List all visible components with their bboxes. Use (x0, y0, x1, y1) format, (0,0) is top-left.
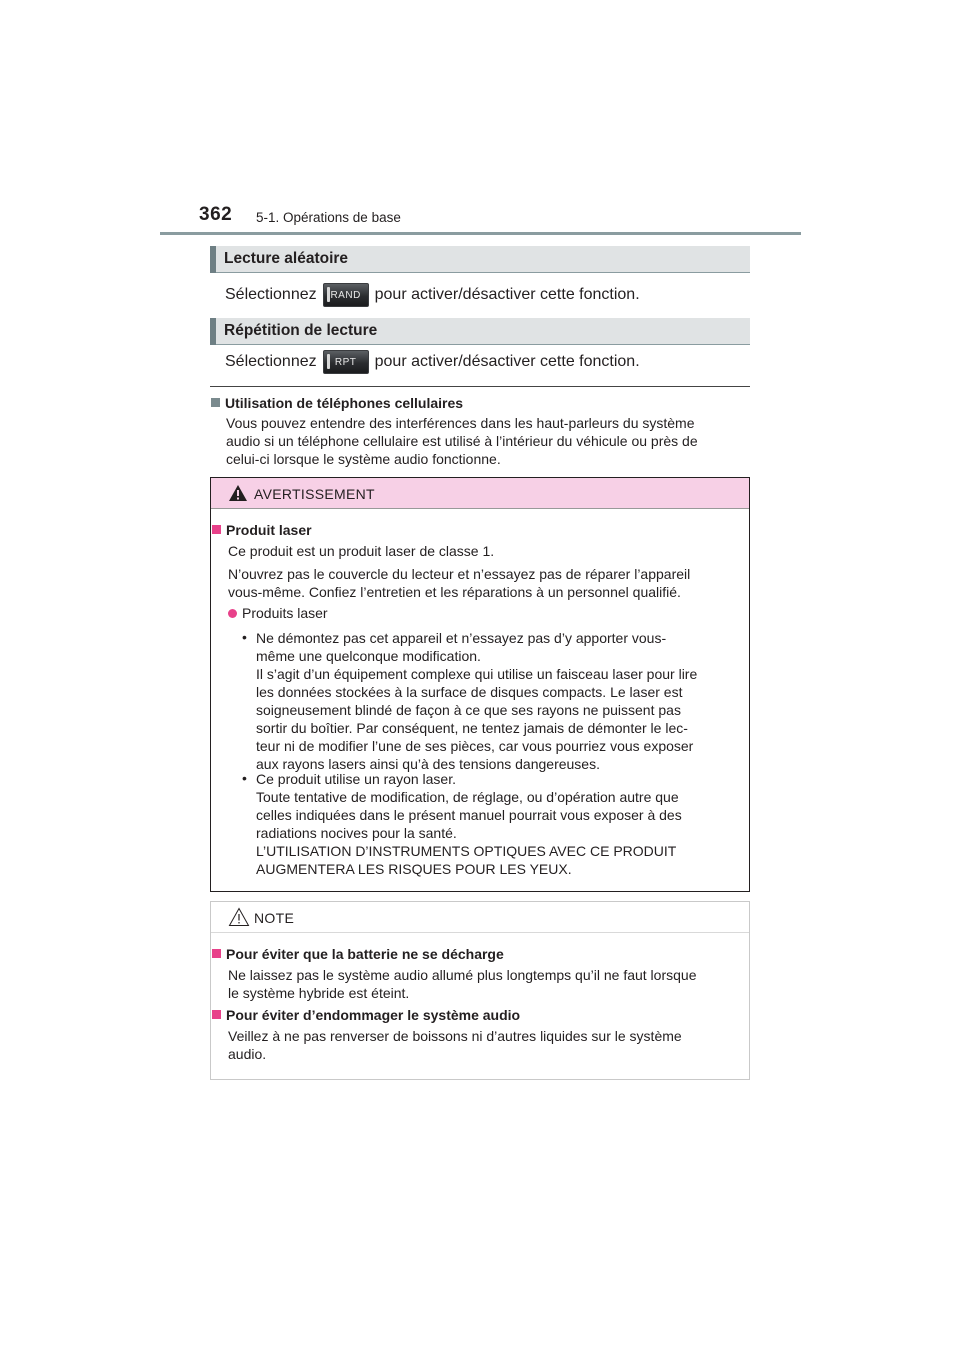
bullet-dot: • (242, 770, 247, 786)
bullet-dot: • (242, 629, 247, 645)
warning-b1-line: même une quelconque modification. (256, 648, 481, 664)
divider (210, 386, 750, 387)
square-bullet-icon (212, 525, 221, 534)
warning-b1-line: sortir du boîtier. Par conséquent, ne tentez jamais de démonter le lec- (256, 720, 688, 736)
warning-b2-line: Toute tentative de modification, de réglage, ou d’opération autre que (256, 789, 679, 805)
warning-title (212, 522, 312, 538)
note-box (210, 901, 750, 1080)
warning-p1: Ce produit est un produit laser de classe 1. (228, 543, 495, 559)
warning-b1-line: aux rayons lasers ainsi qu’à des tensions dangereuses. (256, 756, 600, 772)
warning-triangle-icon (228, 484, 248, 502)
square-bullet-icon (212, 1010, 221, 1019)
warning-b2-line: AUGMENTERA LES RISQUES POUR LES YEUX. (256, 861, 572, 877)
note-p1-line: Ne laissez pas le système audio allumé plus longtemps qu’il ne faut lorsque (228, 967, 697, 983)
note-label: NOTE (254, 910, 295, 926)
repeat-before: Sélectionnez (225, 353, 317, 370)
warning-b2-line: celles indiquées dans le présent manuel pourrait vous exposer à des (256, 807, 682, 823)
note-title-2-text: Pour éviter d’endommager le système audio (226, 1007, 521, 1023)
note-p1-line: le système hybride est éteint. (228, 985, 410, 1001)
square-bullet-icon (211, 398, 220, 407)
random-after: pour activer/désactiver cette fonction. (374, 286, 640, 303)
heading-repeat-text: Répétition de lecture (224, 322, 378, 339)
warning-b1-line: Ne démontez pas cet appareil et n’essayez pas d’y apporter vous- (256, 630, 667, 646)
heading-bar (210, 318, 216, 345)
heading-random (210, 246, 750, 273)
random-before: Sélectionnez (225, 286, 317, 303)
warning-p2-line: N’ouvrez pas le couvercle du lecteur et n’essayez pas de réparer l’appareil (228, 566, 691, 582)
square-bullet-icon (212, 949, 221, 958)
header-rule (160, 232, 801, 235)
warning-p2 (228, 565, 740, 601)
repeat-instruction (225, 350, 640, 374)
section-title: 5-1. Opérations de base (256, 210, 401, 225)
warning-bullet-2 (256, 770, 740, 878)
note-p2 (228, 1027, 740, 1063)
rpt-button-icon (323, 350, 369, 374)
warning-box (210, 477, 750, 892)
caution-triangle-icon (228, 907, 250, 927)
rand-button-label: RAND (330, 289, 361, 301)
warning-sub-text: Produits laser (242, 605, 328, 621)
heading-random-text: Lecture aléatoire (224, 250, 349, 267)
circle-bullet-icon (228, 609, 237, 618)
random-instruction (225, 283, 640, 307)
cell-title-text: Utilisation de téléphones cellulaires (225, 395, 464, 411)
cell-line: audio si un téléphone cellulaire est utilisé à l’intérieur du véhicule ou près de (226, 433, 698, 449)
page-number: 362 (199, 204, 233, 225)
cell-line: celui-ci lorsque le système audio fonctionne. (226, 451, 501, 467)
note-header (211, 902, 749, 933)
warning-b2-line: radiations nocives pour la santé. (256, 825, 457, 841)
note-p2-line: Veillez à ne pas renverser de boissons ni d’autres liquides sur le système (228, 1028, 682, 1044)
repeat-after: pour activer/désactiver cette fonction. (374, 353, 640, 370)
warning-sub (228, 605, 328, 621)
warning-p2-line: vous-même. Confiez l’entretien et les réparations à un personnel qualifié. (228, 584, 681, 600)
heading-bar (210, 246, 216, 273)
cell-line: Vous pouvez entendre des interférences dans les haut-parleurs du système (226, 415, 695, 431)
warning-b2-line: Ce produit utilise un rayon laser. (256, 771, 456, 787)
warning-label: AVERTISSEMENT (254, 486, 375, 502)
rpt-button-label: RPT (334, 356, 357, 368)
warning-b1-line: Il s’agit d’un équipement complexe qui utilise un faisceau laser pour lire (256, 666, 698, 682)
warning-b1-line: teur ni de modifier l’une de ses pièces, car vous pourriez vous exposer (256, 738, 694, 754)
warning-b1-line: soigneusement blindé de façon à ce que ses rayons ne puissent pas (256, 702, 681, 718)
rand-button-icon (323, 283, 369, 307)
note-p2-line: audio. (228, 1046, 267, 1062)
warning-header (211, 478, 749, 509)
warning-title-text: Produit laser (226, 522, 312, 538)
warning-bullet-1 (256, 629, 740, 773)
warning-b1-line: les données stockées à la surface de disques compacts. Le laser est (256, 684, 683, 700)
note-p1 (228, 966, 740, 1002)
cell-title (211, 395, 463, 411)
cell-paragraph (226, 414, 744, 468)
heading-repeat (210, 318, 750, 345)
note-title-1 (212, 946, 504, 962)
note-title-1-text: Pour éviter que la batterie ne se décharge (226, 946, 504, 962)
warning-b2-line: L’UTILISATION D’INSTRUMENTS OPTIQUES AVEC CE PRODUIT (256, 843, 677, 859)
note-title-2 (212, 1007, 520, 1023)
